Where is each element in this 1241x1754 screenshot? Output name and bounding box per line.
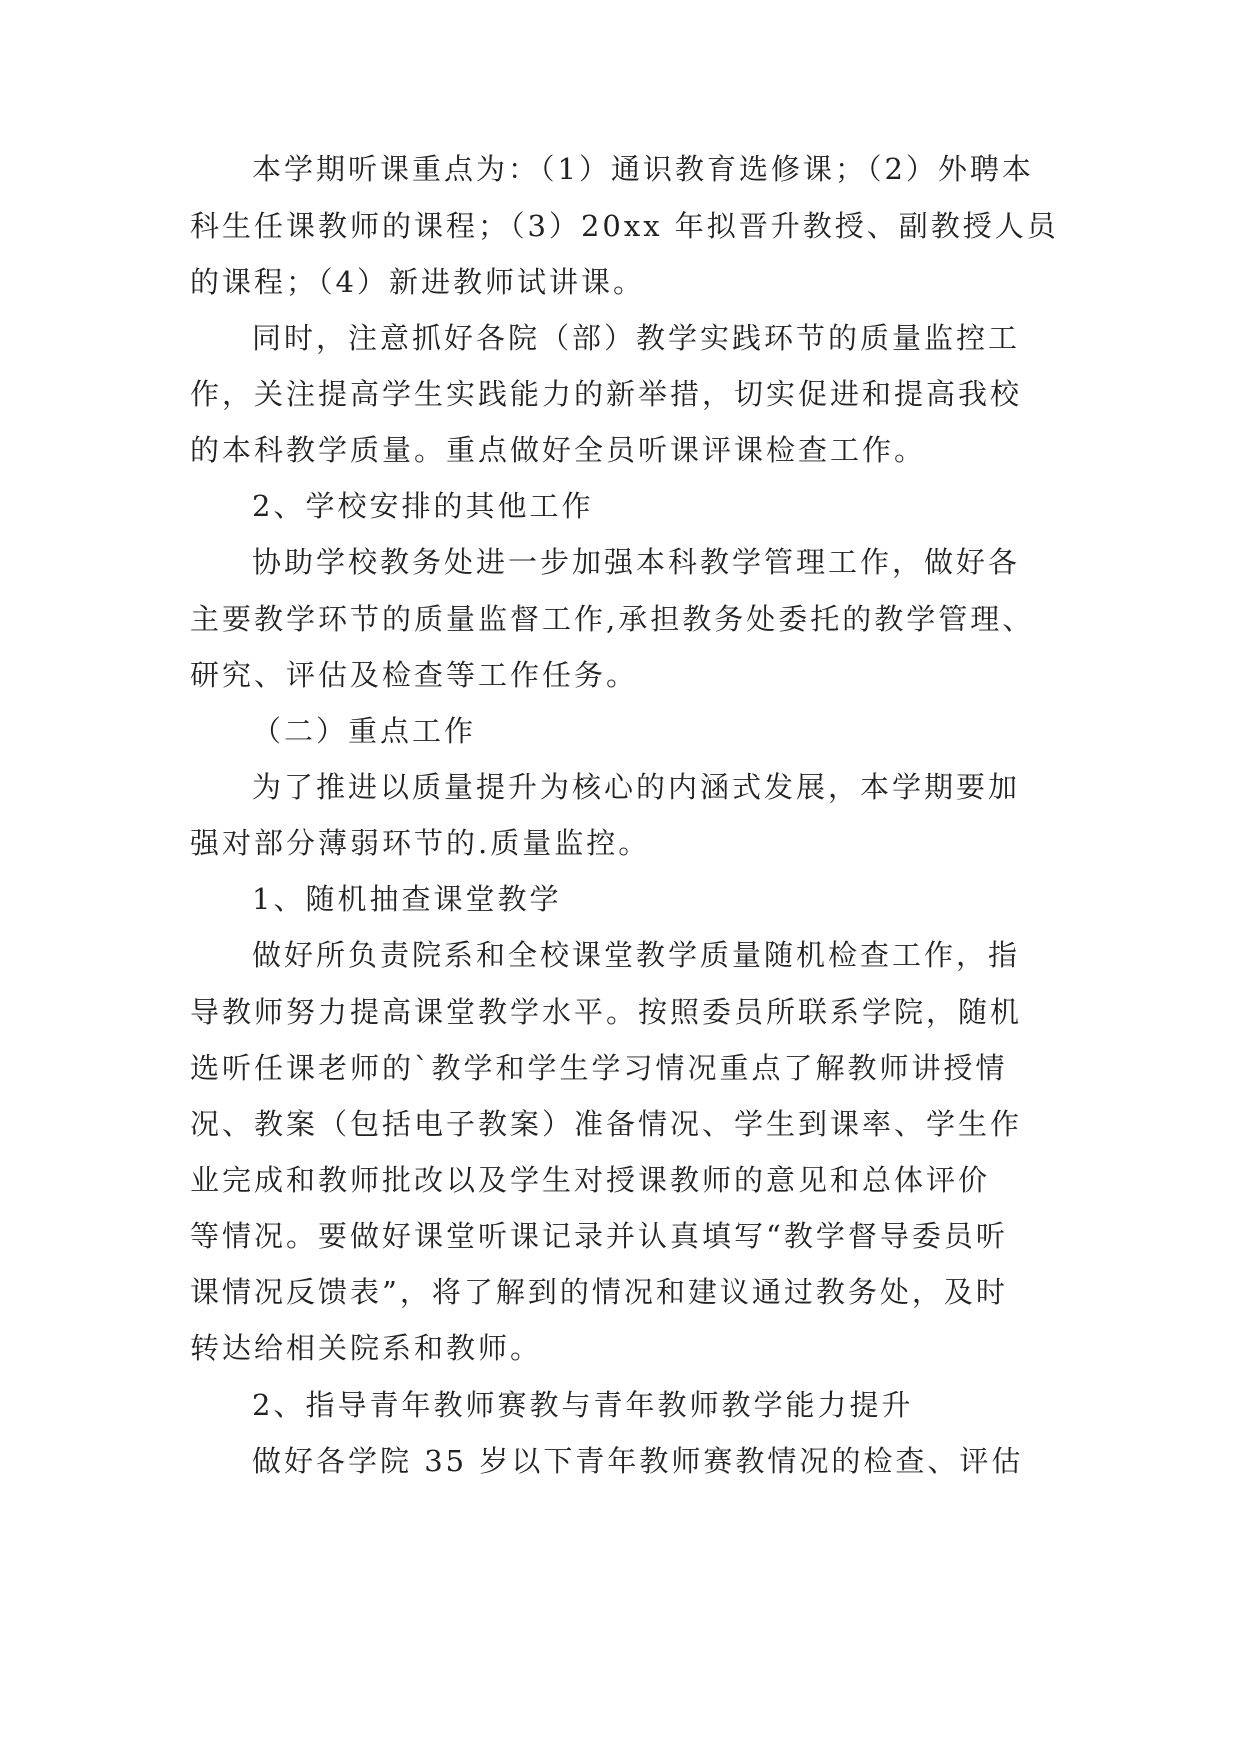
text-line: 同时，注意抓好各院（部）教学实践环节的质量监控工 xyxy=(252,321,1021,355)
text-line: 的本科教学质量。重点做好全员听课评课检查工作。 xyxy=(190,433,927,467)
text-line: 为了推进以质量提升为核心的内涵式发展，本学期要加 xyxy=(252,770,1021,804)
text-line: 做好各学院 35 岁以下青年教师赛教情况的检查、评估 xyxy=(252,1444,1024,1478)
text-line: 等情况。要做好课堂听课记录并认真填写“教学督导委员听 xyxy=(190,1219,1008,1253)
text-line: 导教师努力提高课堂教学水平。按照委员所联系学院，随机 xyxy=(190,995,1023,1029)
text-line: 作，关注提高学生实践能力的新举措，切实促进和提高我校 xyxy=(190,377,1023,411)
section-heading: （二）重点工作 xyxy=(252,714,477,748)
text-line: 的课程；（4）新进教师试讲课。 xyxy=(190,265,645,299)
section-heading: 2、学校安排的其他工作 xyxy=(252,489,594,523)
text-line: 主要教学环节的质量监督工作,承担教务处委托的教学管理、 xyxy=(190,602,1035,636)
text-line: 课情况反馈表”，将了解到的情况和建议通过教务处，及时 xyxy=(190,1275,1008,1309)
text-line: 强对部分薄弱环节的.质量监控。 xyxy=(190,826,651,860)
text-line: 业完成和教师批改以及学生对授课教师的意见和总体评价 xyxy=(190,1163,991,1197)
text-line: 协助学校教务处进一步加强本科教学管理工作，做好各 xyxy=(252,545,1021,579)
text-line: 转达给相关院系和教师。 xyxy=(190,1331,543,1365)
text-line: 研究、评估及检查等工作任务。 xyxy=(190,658,639,692)
section-heading: 1、随机抽查课堂教学 xyxy=(252,882,562,916)
section-heading: 2、指导青年教师赛教与青年教师教学能力提升 xyxy=(252,1388,914,1422)
text-line: 选听任课老师的`教学和学生学习情况重点了解教师讲授情 xyxy=(190,1051,1008,1085)
text-line: 做好所负责院系和全校课堂教学质量随机检查工作，指 xyxy=(252,938,1021,972)
text-line: 本学期听课重点为：（1）通识教育选修课；（2）外聘本 xyxy=(252,152,1034,186)
text-line: 况、教案（包括电子教案）准备情况、学生到课率、学生作 xyxy=(190,1107,1023,1141)
text-line: 科生任课教师的课程；（3）20xx 年拟晋升教授、副教授人员 xyxy=(190,209,1059,243)
